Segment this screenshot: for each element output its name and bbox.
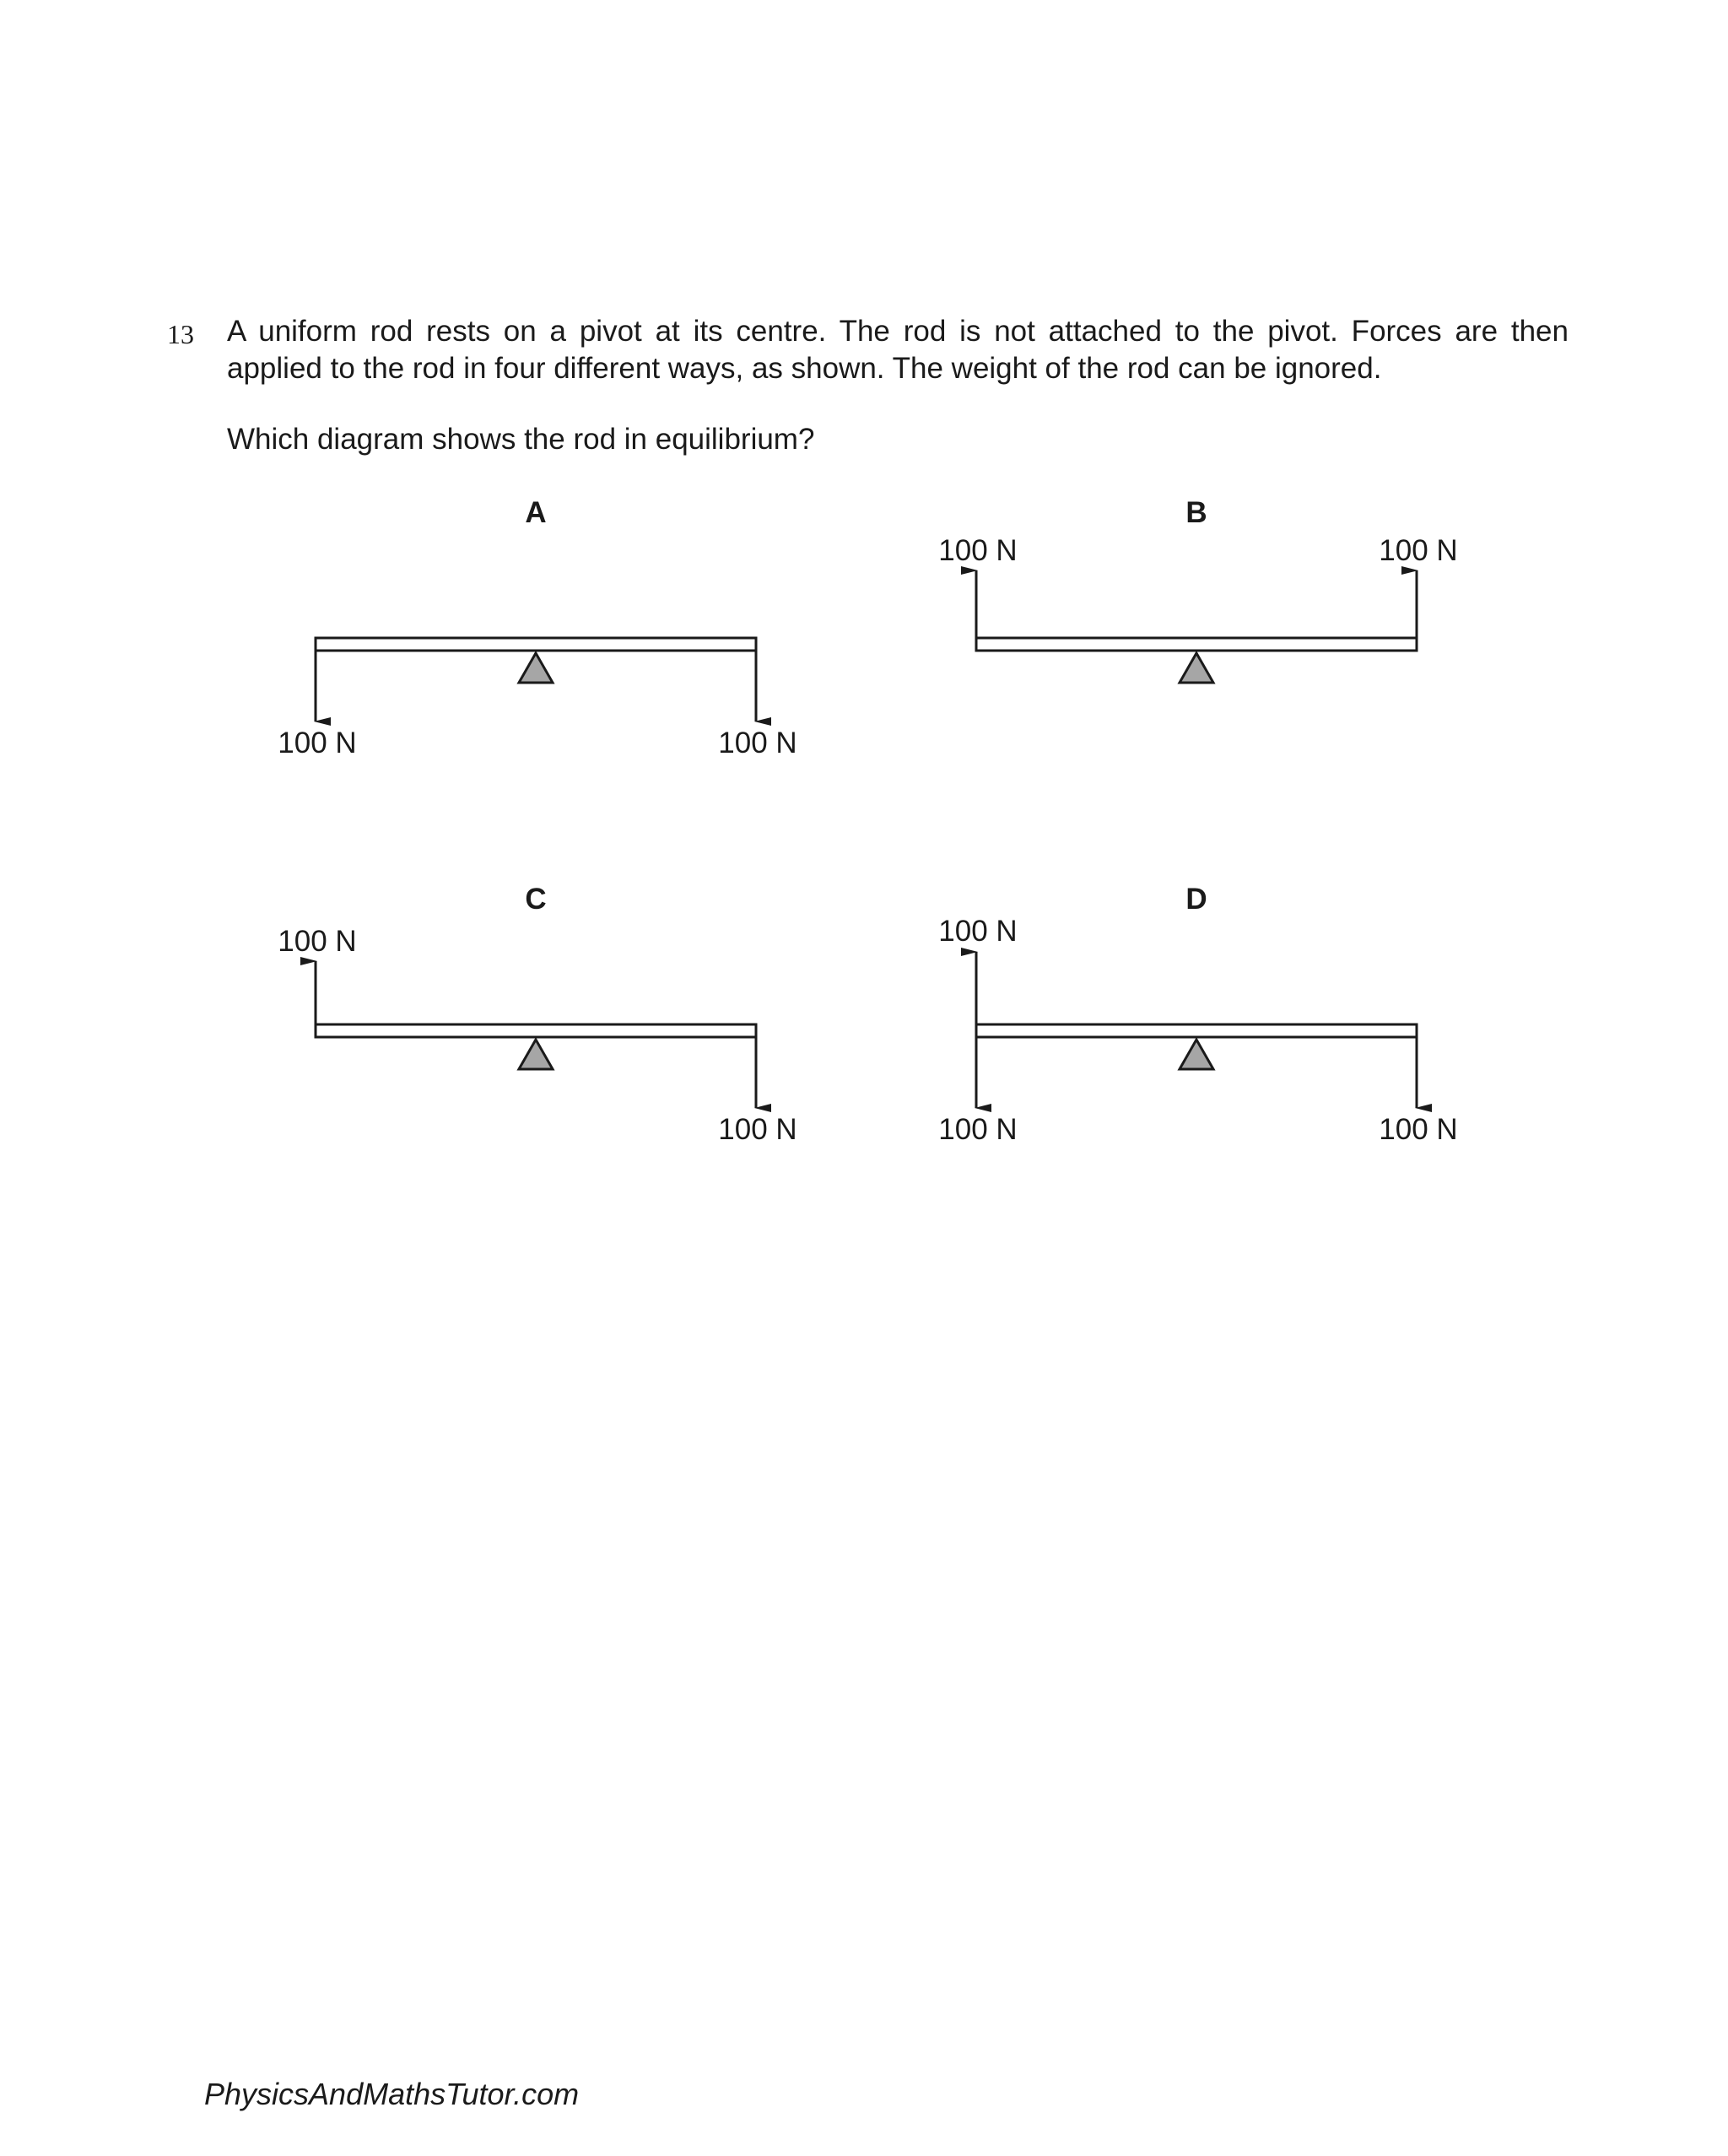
footer-watermark: PhysicsAndMathsTutor.com	[204, 2077, 580, 2111]
question-text-line-1: A uniform rod rests on a pivot at its centre. The rod is not attached to the pivot. Forces are then	[227, 315, 1569, 348]
diagram-label: A	[525, 496, 547, 529]
diagram-label: C	[525, 883, 547, 916]
pivot	[1180, 653, 1213, 683]
diagram-a	[278, 496, 796, 759]
diagram-b	[938, 496, 1457, 683]
diagram-c	[278, 883, 796, 1146]
force-label: 100 N	[278, 727, 357, 759]
force-label: 100 N	[1379, 1113, 1458, 1146]
rod	[976, 638, 1417, 651]
pivot	[519, 653, 553, 683]
force-label: 100 N	[938, 534, 1018, 567]
diagram-d	[938, 883, 1457, 1146]
rod	[976, 1024, 1417, 1037]
question-number: 13	[167, 319, 194, 349]
force-label: 100 N	[718, 727, 797, 759]
diagram-label: B	[1185, 496, 1207, 529]
pivot	[1180, 1040, 1213, 1069]
force-label: 100 N	[938, 915, 1018, 948]
rod	[316, 638, 756, 651]
rod	[316, 1024, 756, 1037]
force-label: 100 N	[278, 925, 357, 958]
question-text-line-2: applied to the rod in four different ways, as shown. The weight of the rod can be ignored.	[227, 352, 1382, 385]
force-label: 100 N	[1379, 534, 1458, 567]
question-prompt: Which diagram shows the rod in equilibrium?	[227, 423, 815, 456]
force-label: 100 N	[938, 1113, 1018, 1146]
diagram-label: D	[1185, 883, 1207, 916]
pivot	[519, 1040, 553, 1069]
force-label: 100 N	[718, 1113, 797, 1146]
